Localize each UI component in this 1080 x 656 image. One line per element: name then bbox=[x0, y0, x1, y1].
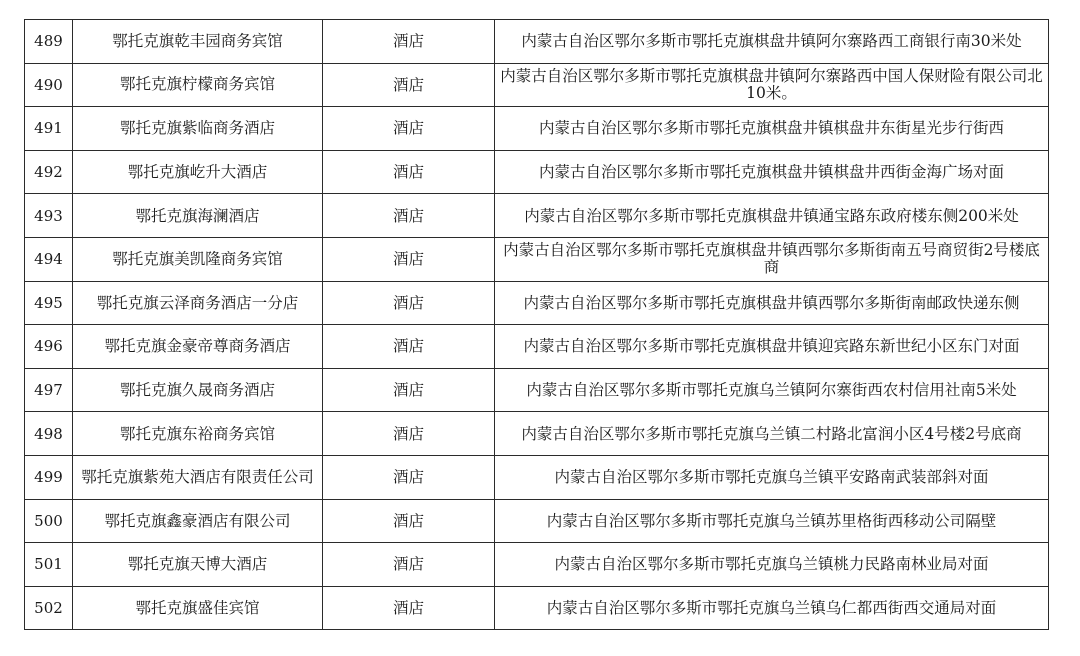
hotel-address: 内蒙古自治区鄂尔多斯市鄂托克旗棋盘井镇迎宾路东新世纪小区东门对面 bbox=[495, 325, 1049, 369]
table-row bbox=[25, 455, 1049, 499]
hotel-name: 鄂托克旗乾丰园商务宾馆 bbox=[73, 20, 323, 64]
hotel-address: 内蒙古自治区鄂尔多斯市鄂托克旗棋盘井镇西鄂尔多斯街南五号商贸街2号楼底商 bbox=[495, 237, 1049, 281]
hotel-name: 鄂托克旗紫苑大酒店有限责任公司 bbox=[73, 455, 323, 499]
row-number: 495 bbox=[25, 281, 73, 325]
table-row bbox=[25, 412, 1049, 456]
business-type: 酒店 bbox=[323, 368, 495, 412]
row-number: 497 bbox=[25, 368, 73, 412]
table-row bbox=[25, 499, 1049, 543]
hotel-name: 鄂托克旗柠檬商务宾馆 bbox=[73, 63, 323, 107]
business-type: 酒店 bbox=[323, 281, 495, 325]
table-row bbox=[25, 237, 1049, 281]
hotel-address: 内蒙古自治区鄂尔多斯市鄂托克旗棋盘井镇阿尔寨路西工商银行南30米处 bbox=[495, 20, 1049, 64]
row-number: 498 bbox=[25, 412, 73, 456]
table-row bbox=[25, 107, 1049, 151]
table-row bbox=[25, 543, 1049, 587]
table-row bbox=[25, 150, 1049, 194]
business-type: 酒店 bbox=[323, 107, 495, 151]
hotel-address: 内蒙古自治区鄂尔多斯市鄂托克旗棋盘井镇棋盘井东街星光步行街西 bbox=[495, 107, 1049, 151]
hotel-name: 鄂托克旗屹升大酒店 bbox=[73, 150, 323, 194]
business-type: 酒店 bbox=[323, 150, 495, 194]
hotel-name: 鄂托克旗盛佳宾馆 bbox=[73, 586, 323, 630]
business-type: 酒店 bbox=[323, 20, 495, 64]
business-type: 酒店 bbox=[323, 237, 495, 281]
hotel-name: 鄂托克旗美凯隆商务宾馆 bbox=[73, 237, 323, 281]
hotel-name: 鄂托克旗东裕商务宾馆 bbox=[73, 412, 323, 456]
hotel-address: 内蒙古自治区鄂尔多斯市鄂托克旗乌兰镇苏里格街西移动公司隔壁 bbox=[495, 499, 1049, 543]
row-number: 500 bbox=[25, 499, 73, 543]
table-row bbox=[25, 281, 1049, 325]
hotel-address: 内蒙古自治区鄂尔多斯市鄂托克旗棋盘井镇通宝路东政府楼东侧200米处 bbox=[495, 194, 1049, 238]
business-type: 酒店 bbox=[323, 412, 495, 456]
row-number: 499 bbox=[25, 455, 73, 499]
hotel-address: 内蒙古自治区鄂尔多斯市鄂托克旗乌兰镇桃力民路南林业局对面 bbox=[495, 543, 1049, 587]
row-number: 501 bbox=[25, 543, 73, 587]
business-type: 酒店 bbox=[323, 325, 495, 369]
hotel-address: 内蒙古自治区鄂尔多斯市鄂托克旗棋盘井镇棋盘井西街金海广场对面 bbox=[495, 150, 1049, 194]
hotel-name: 鄂托克旗海澜酒店 bbox=[73, 194, 323, 238]
row-number: 494 bbox=[25, 237, 73, 281]
hotel-address: 内蒙古自治区鄂尔多斯市鄂托克旗乌兰镇二村路北富润小区4号楼2号底商 bbox=[495, 412, 1049, 456]
row-number: 491 bbox=[25, 107, 73, 151]
hotel-address: 内蒙古自治区鄂尔多斯市鄂托克旗棋盘井镇阿尔寨路西中国人保财险有限公司北10米。 bbox=[495, 63, 1049, 107]
business-type: 酒店 bbox=[323, 455, 495, 499]
hotel-name: 鄂托克旗云泽商务酒店一分店 bbox=[73, 281, 323, 325]
row-number: 490 bbox=[25, 63, 73, 107]
hotel-list-table bbox=[24, 19, 1049, 630]
hotel-address: 内蒙古自治区鄂尔多斯市鄂托克旗乌兰镇阿尔寨街西农村信用社南5米处 bbox=[495, 368, 1049, 412]
table-row bbox=[25, 586, 1049, 630]
table-row bbox=[25, 325, 1049, 369]
row-number: 502 bbox=[25, 586, 73, 630]
hotel-name: 鄂托克旗紫临商务酒店 bbox=[73, 107, 323, 151]
hotel-name: 鄂托克旗久晟商务酒店 bbox=[73, 368, 323, 412]
hotel-name: 鄂托克旗鑫豪酒店有限公司 bbox=[73, 499, 323, 543]
table-row bbox=[25, 194, 1049, 238]
business-type: 酒店 bbox=[323, 499, 495, 543]
table-row bbox=[25, 368, 1049, 412]
table-row bbox=[25, 63, 1049, 107]
business-type: 酒店 bbox=[323, 586, 495, 630]
row-number: 492 bbox=[25, 150, 73, 194]
business-type: 酒店 bbox=[323, 63, 495, 107]
row-number: 493 bbox=[25, 194, 73, 238]
business-type: 酒店 bbox=[323, 543, 495, 587]
business-type: 酒店 bbox=[323, 194, 495, 238]
row-number: 496 bbox=[25, 325, 73, 369]
hotel-address: 内蒙古自治区鄂尔多斯市鄂托克旗乌兰镇乌仁都西街西交通局对面 bbox=[495, 586, 1049, 630]
hotel-name: 鄂托克旗金豪帝尊商务酒店 bbox=[73, 325, 323, 369]
row-number: 489 bbox=[25, 20, 73, 64]
hotel-address: 内蒙古自治区鄂尔多斯市鄂托克旗乌兰镇平安路南武装部斜对面 bbox=[495, 455, 1049, 499]
table-row bbox=[25, 20, 1049, 64]
hotel-list-table-container bbox=[24, 19, 1049, 630]
hotel-address: 内蒙古自治区鄂尔多斯市鄂托克旗棋盘井镇西鄂尔多斯街南邮政快递东侧 bbox=[495, 281, 1049, 325]
hotel-name: 鄂托克旗天博大酒店 bbox=[73, 543, 323, 587]
